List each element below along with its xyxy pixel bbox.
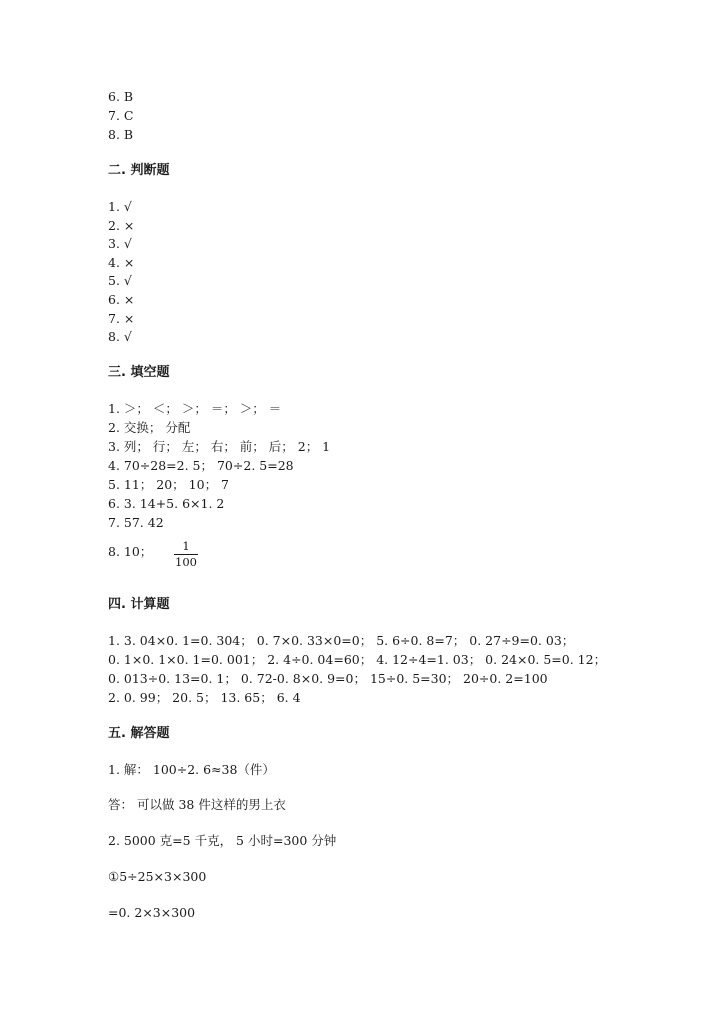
answer-line: 2. 交换； 分配 <box>108 420 191 435</box>
answer-line: 7. C <box>108 108 134 123</box>
section-heading-calculation: 四. 计算题 <box>108 597 170 612</box>
fraction-denominator: 100 <box>175 555 197 569</box>
section-heading-word-problems: 五. 解答题 <box>108 726 170 741</box>
answer-line: 5. 11； 20； 10； 7 <box>108 477 229 492</box>
answer-line: 1. ＞； ＜； ＞； ＝； ＞； ＝ <box>108 401 282 416</box>
answer-line: 8. B <box>108 127 134 142</box>
fraction-numerator: 1 <box>182 539 190 553</box>
answer-line: 6. B <box>108 89 134 104</box>
answer-line: ①5÷25×3×300 <box>108 869 207 884</box>
answer-line: 4. 70÷28=2. 5； 70÷2. 5=28 <box>108 458 294 473</box>
section-heading-judgement: 二. 判断题 <box>108 163 170 178</box>
answer-line: 3. √ <box>108 236 132 251</box>
answer-line: 1. √ <box>108 199 132 214</box>
answer-line: 6. × <box>108 292 135 307</box>
answer-line: 4. × <box>108 255 135 270</box>
answer-line: 0. 013÷0. 13=0. 1； 0. 72-0. 8×0. 9=0； 15÷0. 5=30； 20÷0. 2=100 <box>108 671 548 686</box>
answer-line: 6. 3. 14+5. 6×1. 2 <box>108 496 225 511</box>
answer-line: =0. 2×3×300 <box>108 905 196 920</box>
answer-line: 3. 列； 行； 左； 右； 前； 后； 2； 1 <box>108 439 331 454</box>
answer-line: 2. × <box>108 218 135 233</box>
answer-line: 8. 10； <box>108 544 153 559</box>
answer-line: 2. 0. 99； 20. 5； 13. 65； 6. 4 <box>108 690 301 705</box>
section-heading-fill-blank: 三. 填空题 <box>108 365 170 380</box>
answer-line: 7. 57. 42 <box>108 515 164 530</box>
answer-line: 答： 可以做 38 件这样的男上衣 <box>108 797 286 812</box>
answer-line: 1. 解： 100÷2. 6≈38（件） <box>108 762 275 777</box>
answer-line: 8. √ <box>108 329 132 344</box>
answer-line: 1. 3. 04×0. 1=0. 304； 0. 7×0. 33×0=0； 5. 6÷0. 8=7； 0. 27÷9=0. 03； <box>108 633 575 648</box>
answer-line: 5. √ <box>108 273 132 288</box>
answer-line: 2. 5000 克=5 千克， 5 小时=300 分钟 <box>108 833 337 848</box>
fraction <box>174 540 198 569</box>
answer-line: 7. × <box>108 311 135 326</box>
answer-line: 0. 1×0. 1×0. 1=0. 001； 2. 4÷0. 04=60； 4. 12÷4=1. 03； 0. 24×0. 5=0. 12； <box>108 652 607 667</box>
